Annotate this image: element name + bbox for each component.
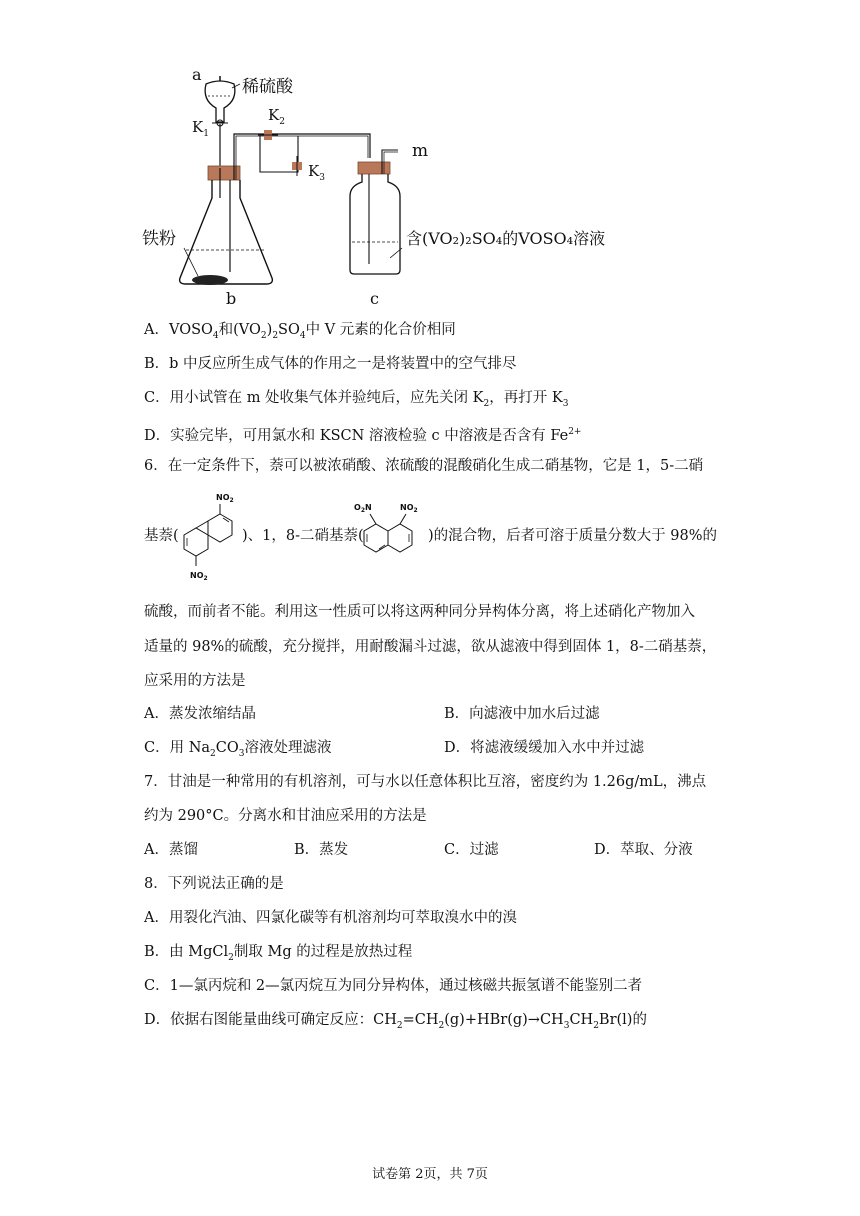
label-k3: $K_3$ [308, 162, 325, 183]
q6-stem-line1: 6．在一定条件下，萘可以被浓硝酸、浓硫酸的混酸硝化生成二硝基物，它是 1，5-二硝 [144, 458, 704, 474]
label-solution: 含(VO₂)₂SO₄的VOSO₄溶液 [406, 229, 606, 248]
q5-option-a: A．$VOSO_4$和$(VO_2)_2SO_4$中 V 元素的化合价相同 [144, 322, 456, 341]
q7-option-a: A．蒸馏 [144, 842, 198, 858]
label-k1: $K_1$ [192, 118, 209, 139]
q6-option-b: B．向滤液中加水后过滤 [444, 706, 600, 722]
connecting-tubes [234, 130, 370, 180]
q8-option-b: B．由 MgCl$_2$制取 Mg 的过程是放热过程 [144, 944, 413, 963]
q5-option-b: B．b 中反应所生成气体的作用之一是将装置中的空气排尽 [144, 356, 517, 372]
q8-option-c: C．1—氯丙烷和 2—氯丙烷互为同分异构体，通过核磁共振氢谱不能鉴别二者 [144, 978, 643, 994]
q5-option-d: D．实验完毕，可用氯水和 KSCN 溶液检验 c 中溶液是否含有 $Fe^{2+}$ [144, 427, 582, 444]
q6-stem-line2-a: 基萘( [144, 528, 179, 544]
iron-powder [192, 275, 228, 285]
separatory-funnel [205, 76, 235, 168]
q6-option-a: A．蒸发浓缩结晶 [144, 706, 256, 722]
q8-option-d: D．依据右图能量曲线可确定反应：$CH_2=CH_2(g)+HBr(g)\to CH_3CH_2Br(l)$的 [144, 1012, 647, 1031]
label-m: m [412, 141, 429, 161]
label-b: b [226, 289, 237, 308]
q8-option-a: A．用裂化汽油、四氯化碳等有机溶剂均可萃取溴水中的溴 [144, 910, 517, 926]
label-k2: $K_2$ [268, 106, 285, 127]
label-iron-powder: 铁粉 [142, 229, 176, 249]
label-a: a [192, 65, 202, 84]
svg-text:NO2: $NO_2$ [190, 571, 208, 582]
label-dilute-sulfuric-acid: 稀硫酸 [242, 77, 293, 97]
q7-stem-line1: 7．甘油是一种常用的有机溶剂，可与水以任意体积比互溶，密度约为 1.26g/mL，沸点 [144, 774, 707, 790]
q7-option-c: C．过滤 [444, 842, 499, 858]
apparatus-diagram [140, 62, 640, 312]
q6-stem-line2-c: )的混合物，后者可溶于质量分数大于 98%的 [428, 528, 717, 544]
q8-stem: 8．下列说法正确的是 [144, 876, 284, 892]
q6-option-d: D．将滤液缓缓加入水中并过滤 [444, 740, 645, 756]
q7-option-d: D．萃取、分液 [594, 842, 693, 858]
svg-text:NO2: $NO_2$ [216, 493, 234, 504]
q6-stem-line3: 硫酸，而前者不能。利用这一性质可以将这两种同分异构体分离，将上述硝化产物加入 [144, 604, 695, 620]
q6-stem-line2-b: )、1，8-二硝基萘( [242, 528, 364, 544]
q5-option-c: C．用小试管在 m 处收集气体并验纯后，应先关闭 $K_2$，再打开 $K_3$ [144, 390, 569, 409]
q6-stem-line5: 应采用的方法是 [144, 673, 246, 689]
q6-stem-line4: 适量的 98%的硫酸，充分搅拌，用耐酸漏斗过滤，欲从滤液中得到固体 1，8-二硝基萘， [144, 639, 717, 655]
label-c: c [370, 289, 379, 308]
q7-stem-line2: 约为 290°C。分离水和甘油应采用的方法是 [144, 808, 427, 824]
svg-text:O2N: $O_2N$ [354, 503, 372, 514]
svg-text:NO2: $NO_2$ [400, 503, 418, 514]
structure-1-5-dinitronaphthalene [176, 488, 242, 584]
q7-option-b: B．蒸发 [294, 842, 349, 858]
q6-option-c: C．用 $Na_2CO_3$溶液处理滤液 [144, 740, 332, 759]
page-footer: 试卷第 2页，共 7页 [372, 1167, 488, 1182]
